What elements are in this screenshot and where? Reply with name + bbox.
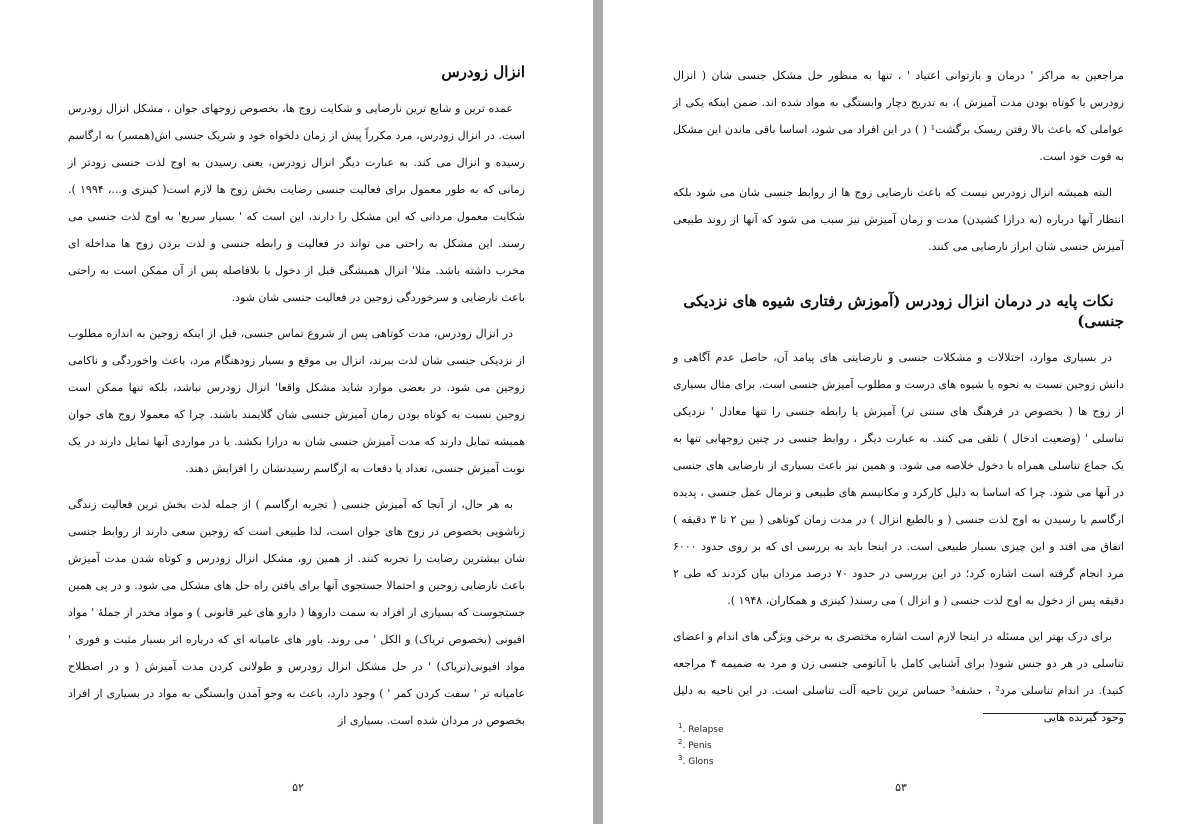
- section-heading: نکات پایه در درمان انزال زودرس (آموزش رفتاری شیوه های نزدیکی جنسی): [683, 292, 1124, 330]
- left-page-body: [68, 62, 525, 743]
- footnote-divider: [983, 713, 1126, 714]
- paragraph: در انزال زودرس، مدت کوتاهی پس از شروع تماس جنسی، قبل از اینکه زوجین به اندازه مطلوب از نزدیکی جنسی شان لذت ببرند، انزال بی موقع و بسیار زودهنگام مرد، باعث واخوردگی و ناکامی زوجین می شود. در بعضی موارد شاید مشکل واقعا' انزال زودرس نباشد، بلکه تنها ممکن است زوجین نسبت به کوتاه بودن زمان آمیزش جنسی شان گلایمند باشند. چرا که معمولا زوج های جوان همیشه تمایل دارند که مدت آمیزش جنسی شان به درازا بکشد. یا در مواردی آنها تمایل دارند در یک نوبت آمیزش جنسی، تعداد یا دفعات به ارگاسم رسیدنشان را افزایش دهند.: [68, 327, 525, 475]
- paragraph: در بسیاری موارد، اختلالات و مشکلات جنسی و نارضایتی های پیامد آن، حاصل عدم آگاهی و دانش زوجین نسبت به نحوه یا شیوه های درست و مطلوب آمیزش جنسی است. برای مثال بسیاری از زوج ها ( بخصوص در فرهنگ های سنتی تر) آمیزش یا رابطه جنسی را تنها معادل ' نزدیکی تناسلی ' (وضعیت ادخال ) تلقی می کنند. به عبارت دیگر ، روابط جنسی در چنین زوجهایی تنها به یک جماع تناسلی همراه با دخول خلاصه می شود. و همین نیز باعث بسیاری از نارضایی های جنسی در آنها می شود. چرا که اساسا به دلیل کارکرد و مکانیسم های طبیعی و نرمال عمل جنسی ، پدیده ارگاسم یا رسیدن به اوج لذت جنسی ( و بالطبع انزال ) در مدت زمان کوتاهی ( بین ۲ تا ۳ دقیقه ) اتفاق می افتد و این چیزی بسیار طبیعی است. در اینجا باید به بررسی ای که بر روی حدود ۶۰۰۰ مرد انجام گرفته است اشاره کرد؛ در این بررسی در حدود ۷۰ درصد مردان بیان کردند که طی ۲ دقیقه پس از دخول به اوج لذت جنسی ( و انزال ) می رسند( کینزی و همکاران، ۱۹۴۸ ).: [673, 351, 1125, 607]
- footnote: $^1$. Relapse: [678, 722, 724, 735]
- paragraph: البته همیشه انزال زودرس نیست که باعث نارضایی زوج ها از روابط جنسی شان می شود بلکه انتظار آنها درباره (به درازا کشیدن) مدت و زمان آمیزش نیز سبب می شود که آنها از روند طبیعی آمیزش جنسی شان ابراز نارضایی می کنند.: [673, 186, 1124, 253]
- footnote: $^2$. Penis: [678, 738, 712, 751]
- right-page: [603, 0, 1197, 824]
- left-page: [0, 0, 593, 824]
- right-page-body: [673, 62, 1124, 740]
- paragraph: مراجعین به مراکز ' درمان و بازتوانی اعتیاد ' ، تنها به منظور حل مشکل جنسی شان ( انزال زودرس یا کوتاه بودن مدت آمیزش )، به تدریج دچار وابستگی به مواد شده اند. ضمن اینکه یکی از عواملی که باعث بالا رفتن ریسک برگشت¹ ( ) در این افراد می شود، اساسا باقی ماندن این مشکل به قوت خود است.: [673, 69, 1124, 163]
- paragraph: به هر حال، از آنجا که آمیزش جنسی ( تجربه ارگاسم ) از جمله لذت بخش ترین فعالیت زندگی زناشویی بخصوص در زوج های جوان است، لذا طبیعی است که زوجین سعی دارند از روابط جنسی شان بیشترین رضایت را تجربه کنند. از همین رو، مشکل انزال زودرس و کوتاه شدن مدت آمیزش باعث نارضایی زوجین و احتمالا جستجوی آنها برای یافتن راه حل های مشکل می شود. و در پی همین جستجوست که بسیاری از افراد به سمت داروها ( دارو های غیر قانونی ) و مواد مخدر از جملهٔ ' مواد افیونی (بخصوص تریاک) و الکل ' می روند. باور های عامیانه ای که درباره اثر بسیار مثبت و فوری ' مواد افیونی(تریاک) ' در حل مشکل انزال زودرس و طولانی کردن مدت آمیزش ( و در اصطلاح عامیانه تر ' سفت کردن کمر ' ) وجود دارد، باعث به وجو آمدن وابستگی به مواد در بسیاری از افراد بخصوص در مردان شده است. بسیاری از: [68, 498, 525, 727]
- footnote: $^3$. Glons: [678, 754, 714, 767]
- paragraph: برای درک بهتر این مسئله در اینجا لازم است اشاره مختصری به برخی ویژگی های اندام و اعضای تناسلی در هر دو جنس شود( برای آشنایی کامل با آناتومی جنسی زن و مرد به ضمیمه ۴ مراجعه کنید). در اندام تناسلی مرد² ، حشفه³ حساس ترین ناحیه آلت تناسلی است. در این ناحیه به دلیل وجود گیرنده هایی: [673, 630, 1124, 724]
- page-number: ۵۲: [292, 781, 304, 794]
- section-heading: انزال زودرس: [441, 63, 525, 81]
- paragraph: عمده ترین و شایع ترین نارضایی و شکایت زوج ها، بخصوص زوجهای جوان ، مشکل انزال زودرس است. در انزال زودرس، مرد مکرراً پیش از زمان دلخواه خود و شریک جنسی اش(همسر) به ارگاسم رسیده و انزال می کند. به عبارت دیگر انزال زودرس، یعنی رسیدن به اوج لذت جنسی زودتر از زمانی که به طور معمول برای فعالیت جنسی رضایت بخش زوج ها لازم است( کینزی و...، ۱۹۹۴ ). شکایت معمول مردانی که این مشکل را دارند، این است که ' بسیار سریع' به اوج لذت جنسی می رسند. این مشکل به راحتی می تواند در فعالیت و رابطه جنسی و لذت بردن زوج ها مداخله ای مخرب داشته باشد. مثلا' انزال همیشگی قبل از دخول یا بلافاصله پس از آن ممکن است به راحتی باعث نارضایی و سرخوردگی زوجین در فعالیت جنسی شان شود.: [68, 102, 525, 304]
- page-number: ۵۳: [895, 781, 907, 794]
- footnotes: [678, 720, 724, 768]
